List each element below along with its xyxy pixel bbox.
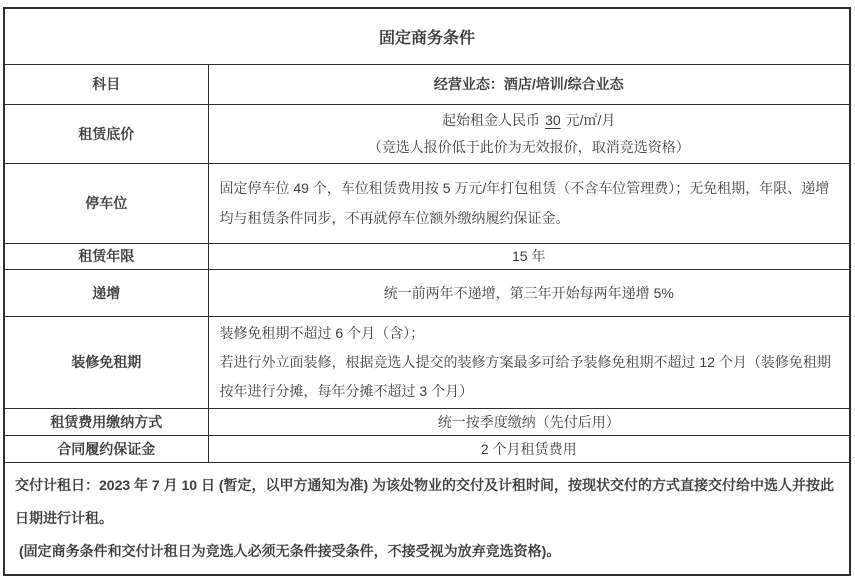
rent-free-value — [208, 316, 850, 408]
footer-line-delivery-date: 交付计租日：2023 年 7 月 10 日 (暂定，以甲方通知为准) 为该处物业的交付及计租时间，按现状交付的方式直接交付给中选人并按此日期进行计租。 — [15, 476, 835, 526]
footer-line-acceptance: (固定商务条件和交付计租日为竞选人必须无条件接受条件，不接受视为放弃竞选资格)。 — [19, 542, 561, 559]
rent-free-line2: 若进行外立面装修，根据竞选人提交的装修方案最多可给予装修免租期不超过 12 个月（装修免租期按年进行分摊，每年分摊不超过 3 个月） — [219, 353, 831, 399]
document-page — [0, 7, 855, 559]
table-title: 固定商务条件 — [4, 8, 850, 64]
rent-amount-suffix: 元/㎡/月 — [565, 111, 616, 128]
table-row-increase — [4, 269, 850, 316]
increase-label: 递增 — [4, 269, 208, 316]
subject-label: 科目 — [4, 64, 208, 104]
deposit-value: 2 个月租赁费用 — [208, 435, 850, 462]
table-row-lease-term — [4, 243, 850, 269]
rent-free-line1: 装修免租期不超过 6 个月（含）； — [219, 324, 425, 341]
title-row — [4, 8, 850, 64]
rent-amount-line — [215, 107, 844, 134]
rent-amount-prefix: 起始租金人民币 — [442, 111, 541, 128]
parking-value: 固定停车位 49 个，车位租赁费用按 5 万元/年打包租赁（不含车位管理费）；无免租期，年限、递增均与租赁条件同步，不再就停车位额外缴纳履约保证金。 — [208, 163, 850, 243]
rent-free-label: 装修免租期 — [4, 316, 208, 408]
table-row-rent-free-period — [4, 316, 850, 408]
table-row-payment-method — [4, 408, 850, 435]
rent-floor-label: 租赁底价 — [4, 104, 208, 163]
table-row-subject — [4, 64, 850, 104]
payment-method-label: 租赁费用缴纳方式 — [4, 408, 208, 435]
rent-amount-number: 30 — [545, 111, 561, 128]
payment-method-value: 统一按季度缴纳（先付后用） — [208, 408, 850, 435]
table-footer-row — [4, 462, 850, 575]
lease-term-label: 租赁年限 — [4, 243, 208, 269]
footer-note — [4, 462, 850, 575]
lease-term-value: 15 年 — [208, 243, 850, 269]
table-row-deposit — [4, 435, 850, 462]
fixed-business-terms-table — [3, 7, 851, 576]
deposit-label: 合同履约保证金 — [4, 435, 208, 462]
increase-value: 统一前两年不递增，第三年开始每两年递增 5% — [208, 269, 850, 316]
parking-label: 停车位 — [4, 163, 208, 243]
table-row-rent-floor — [4, 104, 850, 163]
table-row-parking — [4, 163, 850, 243]
subject-value: 经营业态：酒店/培训/综合业态 — [208, 64, 850, 104]
rent-floor-value — [208, 104, 850, 163]
rent-floor-note: （竞选人报价低于此价为无效报价，取消竞选资格） — [367, 138, 690, 155]
